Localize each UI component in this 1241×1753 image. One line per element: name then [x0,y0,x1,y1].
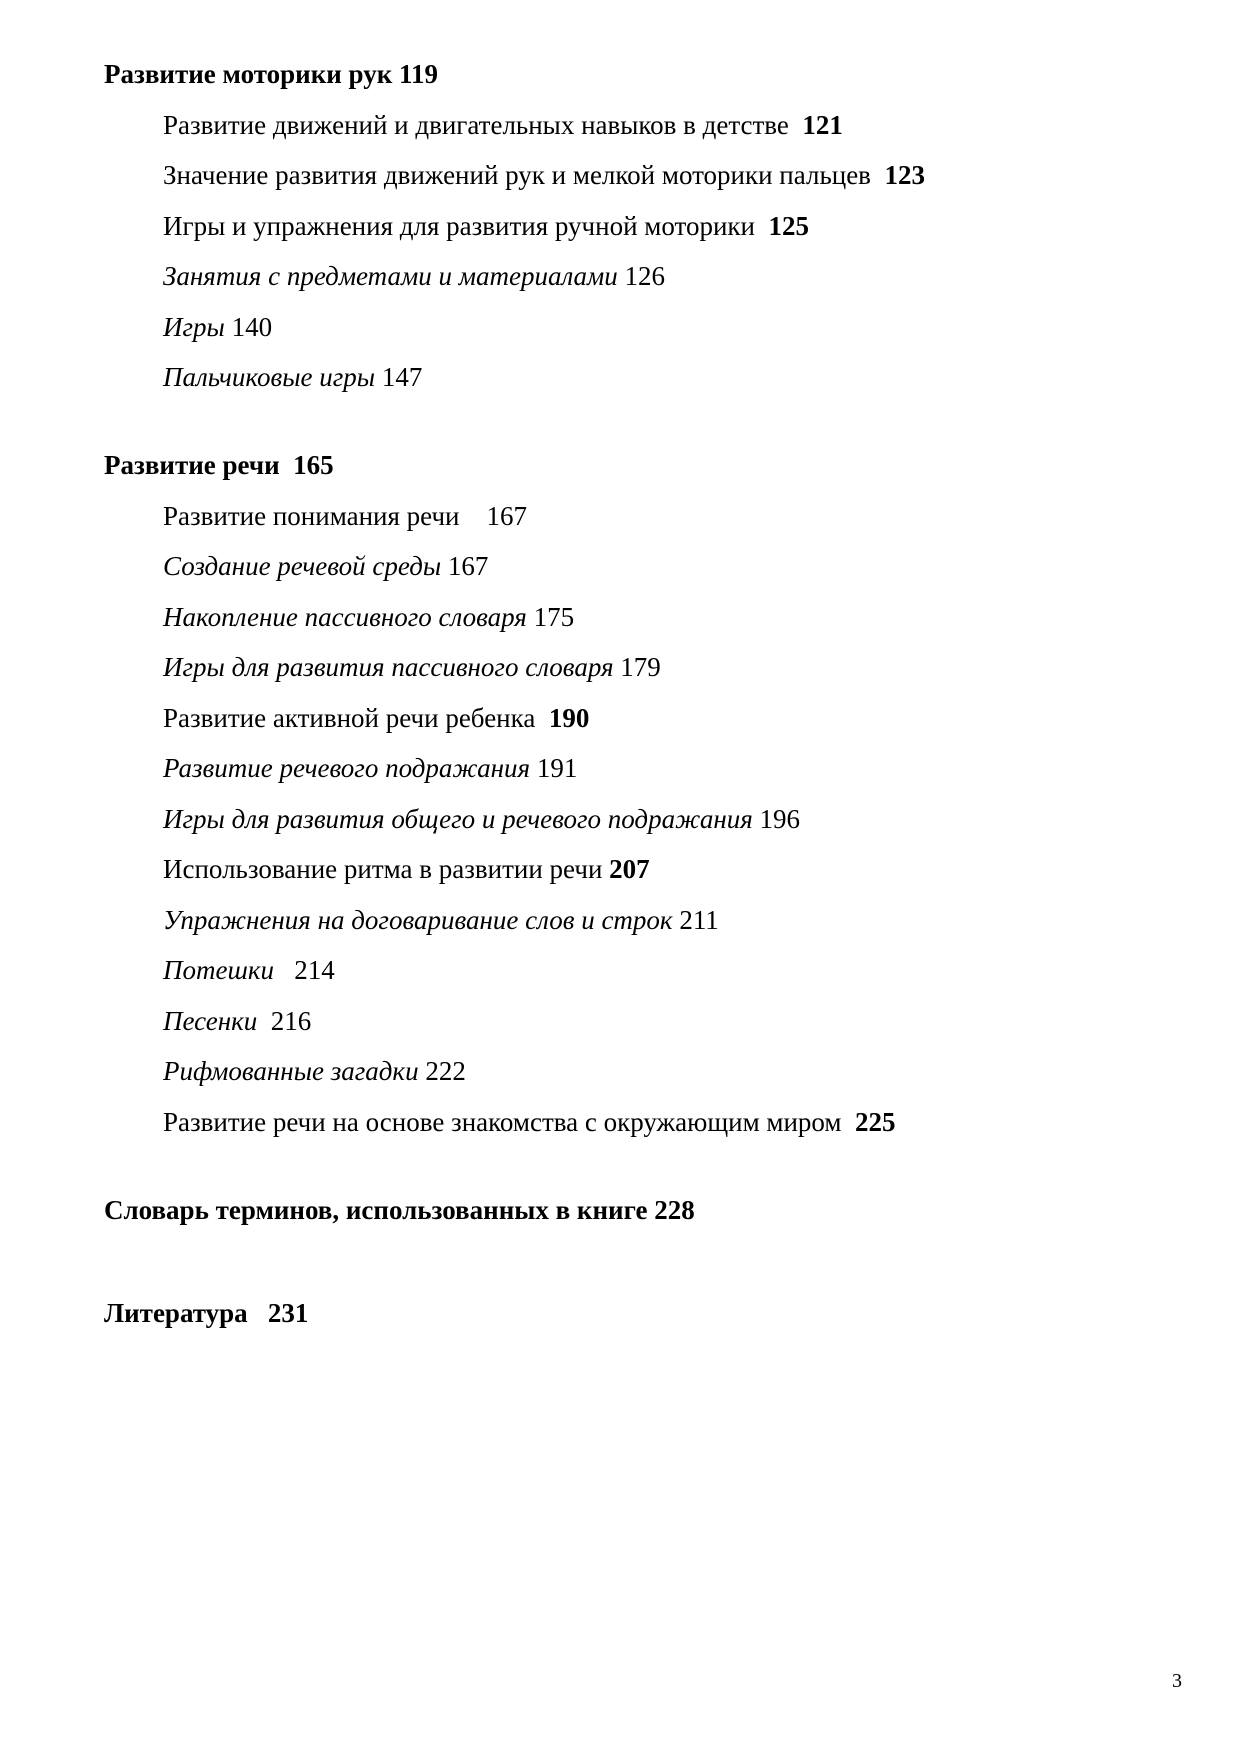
toc-entry-label: Создание речевой среды [163,551,442,581]
toc-spacer [460,501,487,531]
toc-entry-label: Развитие активной речи ребенка [163,702,536,733]
toc-entry-page: 167 [447,551,489,581]
toc-entry-label: Развитие речи на основе знакомства с окружающим миром [163,1106,842,1137]
toc-spacer [280,450,294,480]
toc-section-label: Развитие моторики рук [104,59,393,89]
toc-spacer [871,160,885,190]
toc-entry-page: 123 [884,160,925,190]
toc-entry-page: 126 [624,261,666,291]
toc-entry-label: Развитие речевого подражания [163,753,531,783]
toc-spacer [753,804,760,834]
toc-entry [104,599,1164,635]
toc-entry-page: 225 [855,1106,896,1137]
page-number: 3 [1172,1670,1182,1692]
toc-entry-label: Пальчиковые игры [163,362,376,392]
toc-entry-label: Значение развития движений рук и мелкой моторики пальцев [163,160,871,190]
toc-entry-label: Упражнения на договаривание слов и строк [163,904,673,935]
toc-spacer [842,1107,856,1137]
toc-entry-label: Игры для развития общего и речевого подражания [163,803,753,834]
toc-entry [104,309,1164,345]
toc-entry-page: 175 [533,601,575,632]
toc-entry [104,649,1164,685]
toc-section-label: Литература [104,1297,248,1328]
toc-entry-page: 121 [802,109,843,140]
toc-section-page: 119 [399,59,439,89]
toc-entry-page: 207 [609,854,650,884]
toc-entry-page: 125 [768,210,809,241]
toc-section-title [104,56,1164,92]
toc-entry-label: Развитие движений и двигательных навыков в детстве [163,109,789,140]
toc-entry-label: Рифмованные загадки [163,1056,419,1086]
toc-spacer [257,1006,271,1036]
toc-entry-label: Игры [163,311,225,342]
toc-section-page: 228 [654,1194,695,1225]
toc-entry-page: 167 [486,500,527,531]
toc-entry [104,498,1164,534]
toc-entry [104,1104,1164,1140]
toc-entry [104,801,1164,837]
toc-entry [104,952,1164,988]
toc-entry [104,1003,1164,1039]
toc-spacer [225,312,232,342]
toc-entry [104,157,1164,193]
toc-spacer [789,110,803,140]
toc-entry [104,902,1164,938]
toc-entry [104,1053,1164,1089]
toc-entry [104,359,1164,395]
toc-spacer [248,1298,268,1328]
toc-entry-label: Потешки [163,955,274,985]
toc-entry-label: Использование ритма в развитии речи [163,854,603,884]
toc-entry [104,851,1164,887]
toc-entry-label: Игры для развития пассивного словаря [163,652,614,682]
toc-spacer [755,211,769,241]
toc-section-label: Словарь терминов, использованных в книге [104,1194,648,1225]
toc-entry-label: Песенки [163,1005,258,1036]
toc-entry [104,107,1164,143]
toc-entry-page: 179 [620,652,661,682]
toc-entry-page: 140 [231,311,273,342]
toc-entry-page: 211 [679,904,719,935]
toc-section-title [104,1192,1164,1228]
toc-entry-page: 147 [381,362,423,392]
toc-entry-page: 214 [294,955,335,985]
toc-section-label: Развитие речи [104,450,280,480]
toc-entry-label: Накопление пассивного словаря [163,601,527,632]
toc-entry-page: 196 [759,803,801,834]
toc-spacer [535,703,549,733]
toc-entry-label: Игры и упражнения для развития ручной моторики [163,210,755,241]
toc-entry [104,258,1164,294]
toc-entry [104,750,1164,786]
toc-section-title [104,1295,1164,1331]
toc-section-title [104,447,1164,483]
toc-spacer [274,955,294,985]
toc-section-page: 231 [267,1297,309,1328]
toc-spacer [527,602,534,632]
toc-entry [104,208,1164,244]
toc-entry-label: Занятия с предметами и материалами [163,261,618,291]
toc-spacer [441,551,448,581]
toc-spacer [530,753,537,783]
toc-entry-page: 190 [548,702,590,733]
toc-entry-label: Развитие понимания речи [163,500,460,531]
table-of-contents [104,56,1164,1331]
toc-entry-page: 222 [425,1056,466,1086]
toc-spacer [618,261,625,291]
toc-spacer [375,362,382,392]
toc-entry-page: 191 [536,753,578,783]
toc-section-page: 165 [293,450,334,480]
toc-entry-page: 216 [270,1005,312,1036]
toc-entry [104,700,1164,736]
toc-entry [104,548,1164,584]
